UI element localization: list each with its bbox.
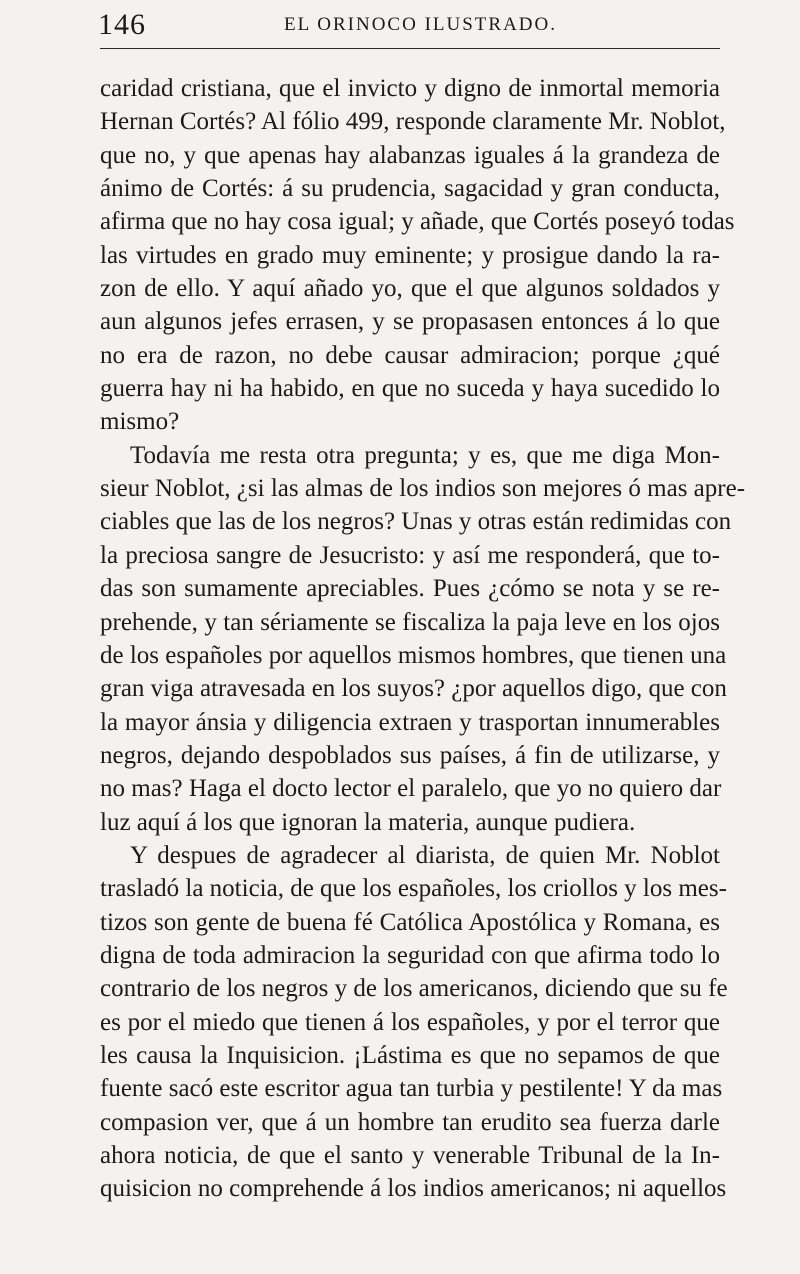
text-line: mismo? (100, 408, 180, 436)
page-number: 146 (98, 8, 146, 41)
text-line: aun algunos jefes errasen, y se propasasen entonces á lo que (100, 308, 720, 336)
text-line: Todavía me resta otra pregunta; y es, que me diga Mon- (130, 441, 720, 469)
text-line: la preciosa sangre de Jesucristo: y así me responderá, que to- (100, 541, 720, 569)
text-line: la mayor ánsia y diligencia extraen y trasportan innumerables (100, 708, 720, 736)
text-line: afirma que no hay cosa igual; y añade, que Cortés poseyó todas (100, 208, 735, 236)
text-line: ahora noticia, de que el santo y venerable Tribunal de la In- (100, 1142, 720, 1169)
text-line: compasion ver, que á un hombre tan erudito sea fuerza darle (100, 1108, 720, 1136)
text-line: trasladó la noticia, de que los españoles, los criollos y los mes- (100, 875, 727, 903)
text-line: es por el miedo que tienen á los españoles, y por el terror que (100, 1008, 720, 1036)
text-line: ciables que las de los negros? Unas y otras están redimidas con (100, 508, 732, 536)
text-line: Y despues de agradecer al diarista, de quien Mr. Noblot (130, 841, 720, 869)
text-line: luz aquí á los que ignoran la materia, aunque pudiera. (100, 808, 636, 836)
text-line: zon de ello. Y aquí añado yo, que el que algunos soldados y (100, 275, 720, 303)
text-line: negros, dejando despoblados sus países, á fin de utilizarse, y (100, 741, 720, 769)
text-line: no era de razon, no debe causar admiracion; porque ¿qué (100, 341, 720, 369)
text-line: no mas? Haga el docto lector el paralelo, que yo no quiero dar (100, 775, 722, 803)
text-line: ánimo de Cortés: á su prudencia, sagacidad y gran conducta, (100, 175, 720, 203)
text-line: quisicion no comprehende á los indios americanos; ni aquellos (100, 1175, 727, 1203)
text-line: fuente sacó este escritor agua tan turbia y pestilente! Y da mas (100, 1075, 723, 1103)
text-line: caridad cristiana, que el invicto y digno de inmortal memoria (100, 75, 720, 102)
text-line: sieur Noblot, ¿si las almas de los indios son mejores ó mas apre- (100, 475, 746, 503)
text-line: de los españoles por aquellos mismos hombres, que tienen una (100, 641, 727, 669)
text-line: guerra hay ni ha habido, en que no suceda y haya sucedido lo (100, 375, 720, 403)
running-head (98, 8, 718, 48)
text-line: contrario de los negros y de los americanos, diciendo que su fe (100, 975, 728, 1003)
text-line: Hernan Cortés? Al fólio 499, responde claramente Mr. Noblot, (100, 108, 726, 136)
text-line: les causa la Inquisicion. ¡Lástima es que no sepamos de que (100, 1041, 720, 1069)
text-line: las virtudes en grado muy eminente; y prosigue dando la ra- (100, 241, 720, 269)
text-line: tizos son gente de buena fé Católica Apostólica y Romana, es (100, 908, 720, 936)
body-text (100, 72, 746, 1206)
text-line: prehende, y tan sériamente se fiscaliza la paja leve en los ojos (100, 608, 720, 636)
header-rule (100, 48, 720, 49)
running-title: EL ORINOCO ILUSTRADO. (284, 14, 557, 35)
text-line: que no, y que apenas hay alabanzas iguales á la grandeza de (100, 141, 720, 169)
text-line: digna de toda admiracion la seguridad con que afirma todo lo (100, 941, 720, 969)
text-line: das son sumamente apreciables. Pues ¿cómo se nota y se re- (100, 575, 720, 603)
text-line: gran viga atravesada en los suyos? ¿por aquellos digo, que con (100, 675, 727, 703)
